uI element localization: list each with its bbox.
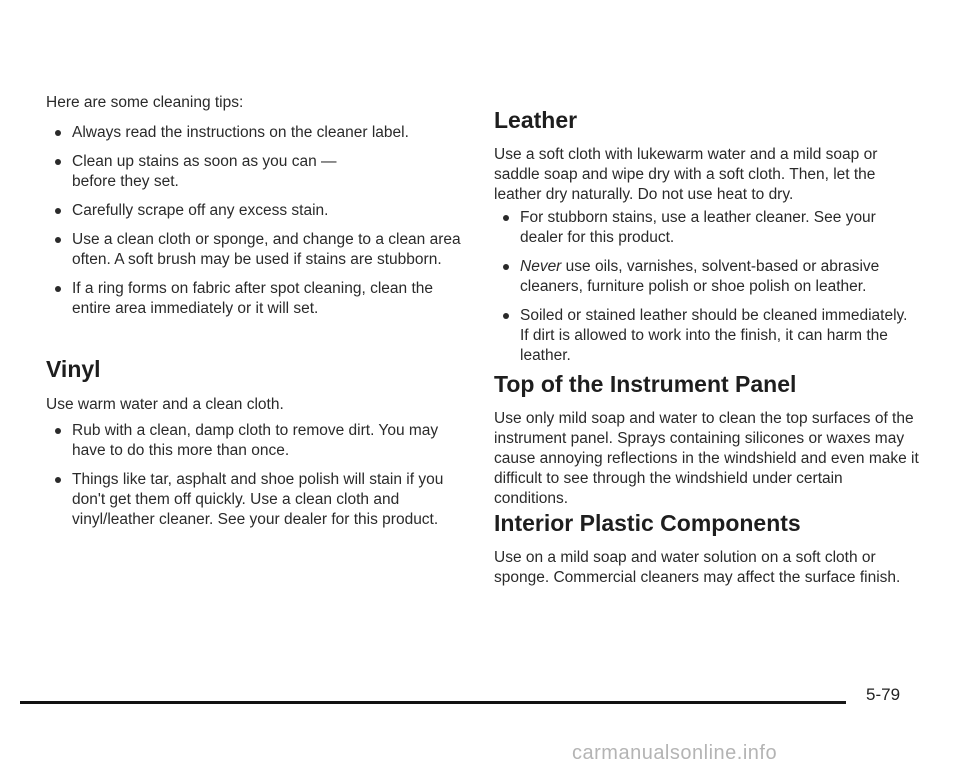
bullet-icon: [55, 159, 61, 165]
bullet-icon: [55, 130, 61, 136]
bullet-icon: [55, 237, 61, 243]
list-item: Soiled or stained leather should be cleaned immediately. If dirt is allowed to work into the finish, it can harm the leather.: [494, 306, 934, 366]
instrument-panel-body: Use only mild soap and water to clean the top surfaces of the instrument panel. Sprays containing silicones or waxes may cause annoying reflections in the windshield and even make it difficult to see through the windshield under certain conditions.: [494, 410, 919, 507]
list-item: Carefully scrape off any excess stain.: [46, 201, 466, 221]
never-emphasis: Never: [520, 258, 562, 275]
watermark[interactable]: carmanualsonline.info: [572, 742, 778, 764]
vinyl-list: [46, 421, 456, 539]
plastic-components-body: Use on a mild soap and water solution on a soft cloth or sponge. Commercial cleaners may affect the surface finish.: [494, 549, 901, 586]
list-item: Never use oils, varnishes, solvent-based or abrasive cleaners, furniture polish or shoe polish on leather.: [494, 257, 934, 297]
cleaning-tips-intro: Here are some cleaning tips:: [46, 94, 244, 111]
leather-heading: Leather: [494, 107, 578, 133]
bullet-icon: [55, 428, 61, 434]
list-item: Clean up stains as soon as you can — before they set.: [46, 152, 466, 192]
bullet-icon: [55, 208, 61, 214]
vinyl-body: Use warm water and a clean cloth.: [46, 396, 284, 413]
list-item: If a ring forms on fabric after spot cleaning, clean the entire area immediately or it will set.: [46, 279, 466, 319]
leather-list: [494, 208, 934, 375]
bullet-icon: [503, 313, 509, 319]
vinyl-heading: Vinyl: [46, 356, 101, 382]
list-item: For stubborn stains, use a leather cleaner. See your dealer for this product.: [494, 208, 934, 248]
list-item: Use a clean cloth or sponge, and change to a clean area often. A soft brush may be used if stains are stubborn.: [46, 230, 466, 270]
bullet-icon: [503, 215, 509, 221]
bullet-icon: [55, 477, 61, 483]
list-item: Things like tar, asphalt and shoe polish will stain if you don't get them off quickly. Use a clean cloth and vinyl/leather cleaner. See your dealer for this product.: [46, 470, 456, 530]
cleaning-tips-list: [46, 123, 466, 328]
bullet-icon: [55, 286, 61, 292]
leather-body: Use a soft cloth with lukewarm water and a mild soap or saddle soap and wipe dry with a soft cloth. Then, let the leather dry naturally. Do not use heat to dry.: [494, 146, 878, 203]
bullet-icon: [503, 264, 509, 270]
page-number: 5-79: [866, 685, 901, 704]
list-item: Always read the instructions on the cleaner label.: [46, 123, 466, 143]
instrument-panel-heading: Top of the Instrument Panel: [494, 371, 797, 397]
plastic-components-heading: Interior Plastic Components: [494, 510, 801, 536]
footer-rule: [20, 701, 846, 704]
list-item: Rub with a clean, damp cloth to remove dirt. You may have to do this more than once.: [46, 421, 456, 461]
